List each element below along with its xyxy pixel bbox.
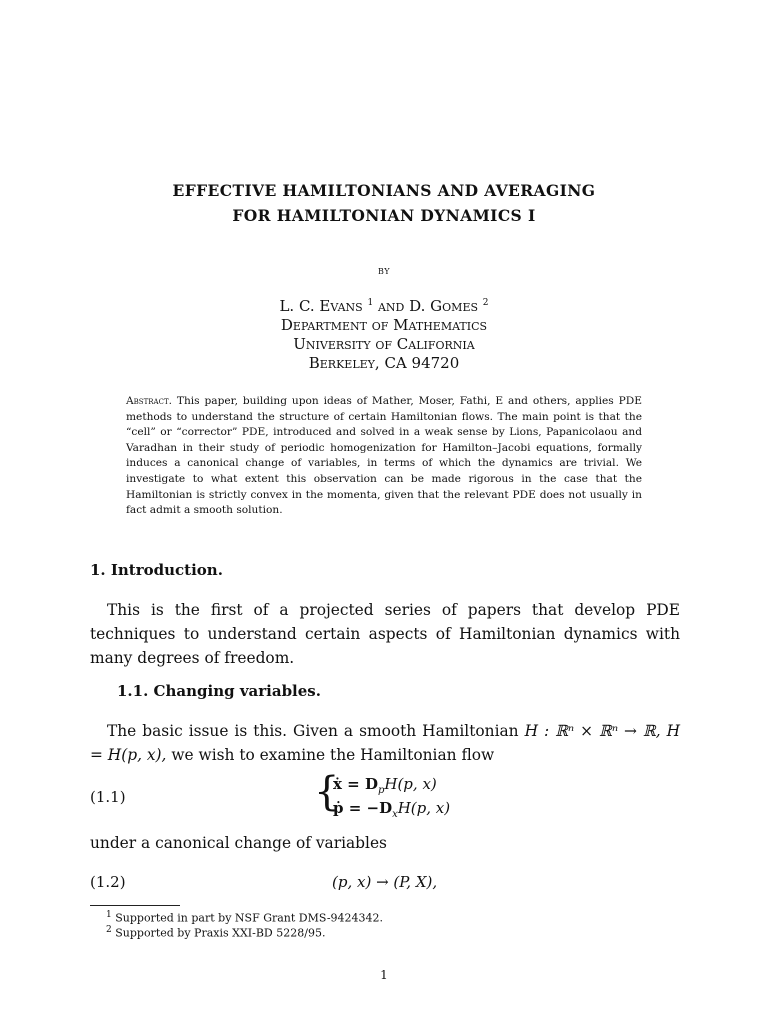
para-end: we wish to examine the Hamiltonian flow xyxy=(171,746,495,764)
eq-line1-lhs: ẋ = D xyxy=(333,775,378,793)
eq-line2-sub: x xyxy=(392,809,398,820)
footnote-marker-1: 1 xyxy=(367,298,374,308)
footnote-1-mark: 1 xyxy=(106,910,112,920)
authors-line xyxy=(0,297,768,315)
footnote-2 xyxy=(106,925,325,940)
university: University of California xyxy=(293,335,475,353)
equation-1-1-line-2 xyxy=(333,799,450,820)
eq-line1-rhs: H(p, x) xyxy=(384,775,437,793)
canonical-change-text: under a canonical change of variables xyxy=(90,834,387,852)
location: Berkeley, CA 94720 xyxy=(308,354,460,372)
and-text: and xyxy=(377,297,405,315)
abstract xyxy=(126,394,642,519)
inline-math-hamiltonian: H : ℝⁿ × ℝⁿ → ℝ, H = H(p, x), xyxy=(90,722,680,764)
footnote-marker-2: 2 xyxy=(482,298,489,308)
paper-title-line-2: FOR HAMILTONIAN DYNAMICS I xyxy=(232,206,536,225)
footnote-2-mark: 2 xyxy=(106,925,112,935)
subsection-paragraph xyxy=(90,719,680,767)
equation-label-1-1: (1.1) xyxy=(90,788,126,806)
para-start: The basic issue is this. Given a smooth Hamiltonian xyxy=(107,722,525,740)
eq-line2-lhs: ṗ = −D xyxy=(333,799,393,817)
section-heading-introduction: 1. Introduction. xyxy=(90,561,223,579)
footnote-1-text: Supported in part by NSF Grant DMS-9424342. xyxy=(115,911,384,925)
department: Department of Mathematics xyxy=(280,316,488,334)
subsection-heading-changing-variables: 1.1. Changing variables. xyxy=(117,682,321,700)
footnote-rule xyxy=(90,905,180,906)
intro-paragraph: This is the first of a projected series of papers that develop PDE techniques to understand certain aspects of Hamiltonian dynamics with many degrees of freedom. xyxy=(90,601,680,667)
abstract-label: Abstract. xyxy=(126,395,172,407)
author-1: L. C. Evans xyxy=(279,297,363,315)
equation-1-2: (p, x) → (P, X), xyxy=(332,873,438,891)
footnote-1 xyxy=(106,910,383,925)
paper-title-line-1: EFFECTIVE HAMILTONIANS AND AVERAGING xyxy=(172,181,596,200)
eq-line1-sub: p xyxy=(377,785,385,796)
page-number: 1 xyxy=(380,968,388,982)
left-brace-icon: { xyxy=(314,769,340,815)
eq-line2-rhs: H(p, x) xyxy=(397,799,451,817)
abstract-text: This paper, building upon ideas of Mather, Moser, Fathi, E and others, applies PDE methods to understand the structure of certain Hamiltonian flows. The main point is that the “cell” or “corrector” PDE, introduced and solved in a weak sense by Lions, Papanicolaou and Varadhan in their study of periodic homogenization for Hamilton–Jacobi equations, formally induces a canonical change of variables, in terms of which the dynamics are trivial. We investigate to what extent this observation can be made rigorous in the case that the Hamiltonian is strictly convex in the momenta, given that the relevant PDE does not usually in fact admit a smooth solution. xyxy=(126,395,642,517)
equation-label-1-2: (1.2) xyxy=(90,873,126,891)
footnote-2-text: Supported by Praxis XXI-BD 5228/95. xyxy=(115,926,326,940)
equation-1-1-line-1 xyxy=(333,775,437,796)
byline: by xyxy=(377,264,391,277)
author-2: D. Gomes xyxy=(409,297,479,315)
